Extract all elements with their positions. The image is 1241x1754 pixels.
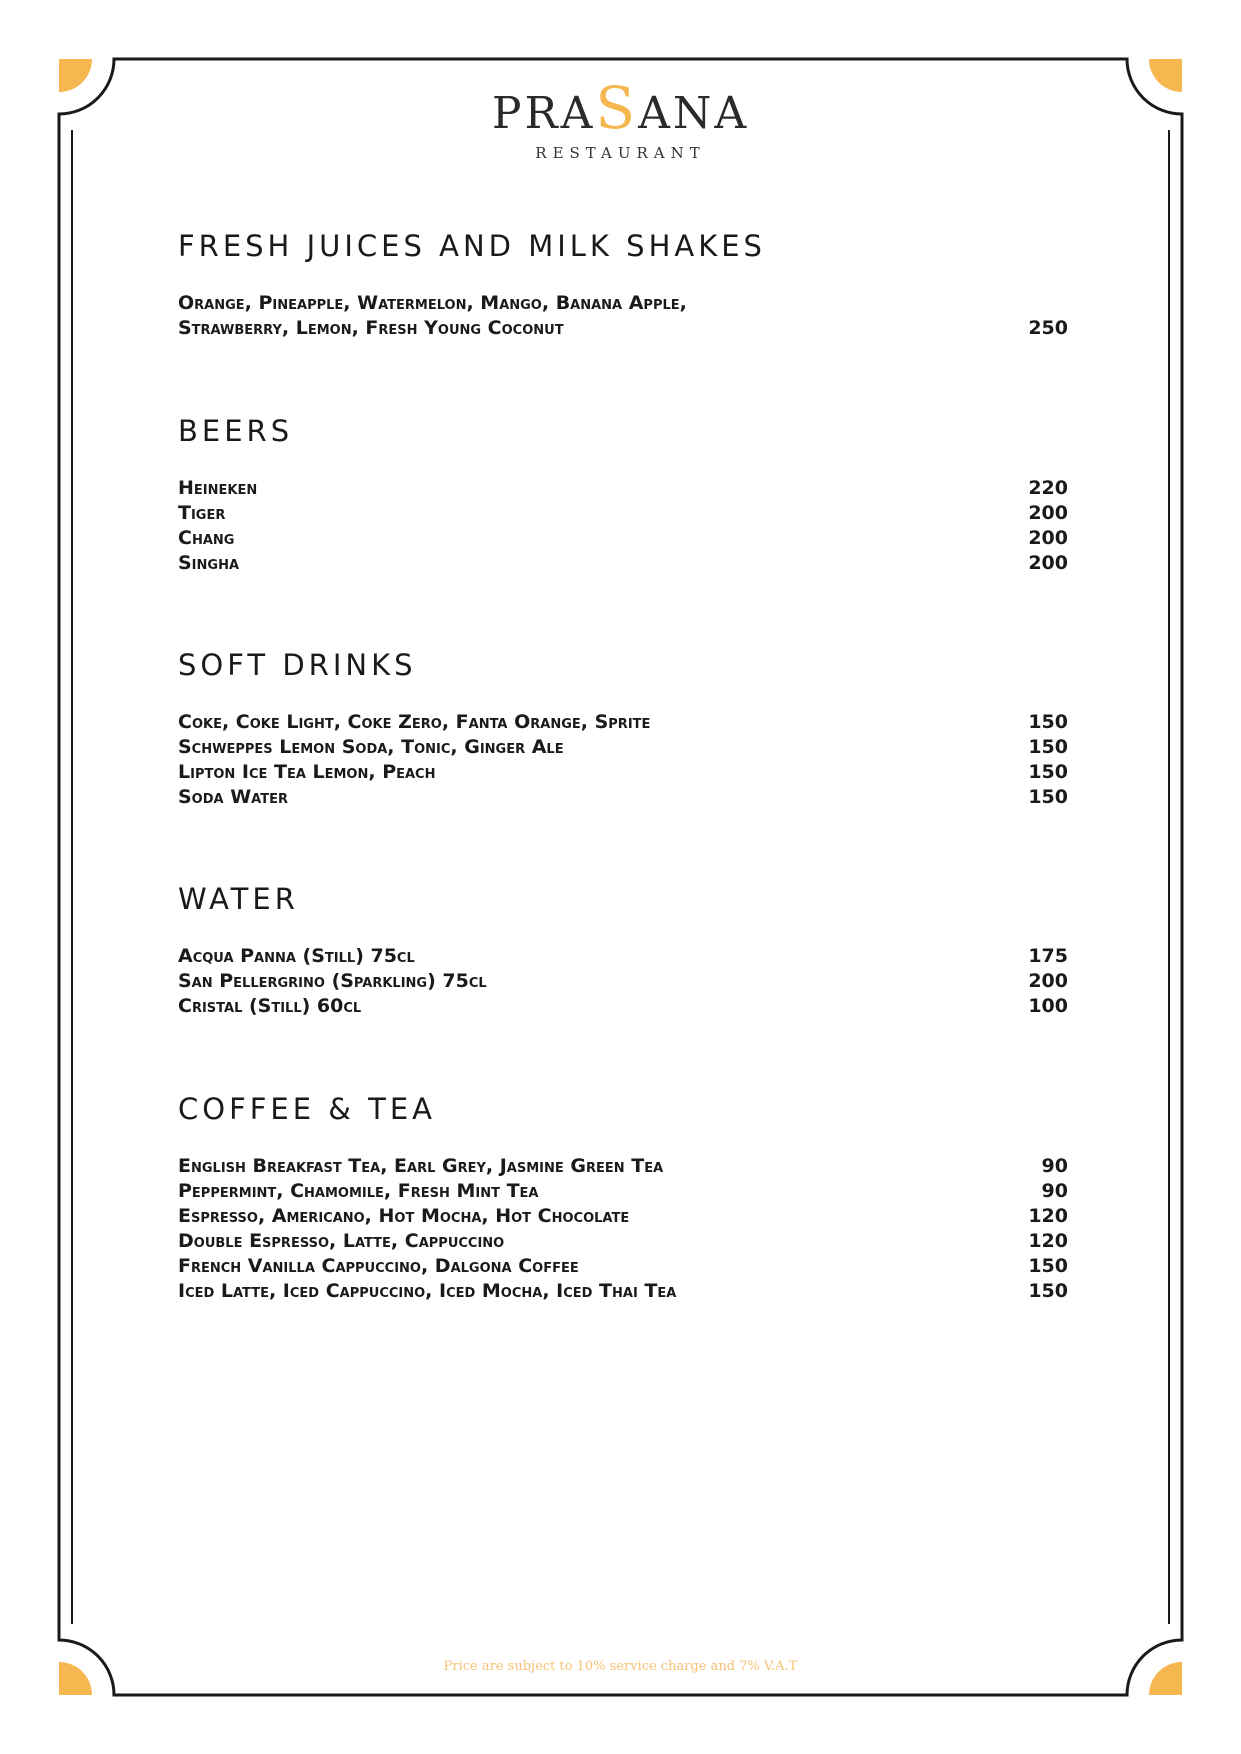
logo-name-s: S	[595, 74, 639, 142]
menu-item	[178, 710, 1068, 735]
item-label: Schweppes Lemon Soda, Tonic, Ginger Ale	[178, 736, 564, 758]
item-price: 120	[1028, 1205, 1068, 1227]
section-water	[178, 881, 1068, 1019]
item-label: Acqua Panna (Still) 75cl	[178, 945, 415, 967]
item-label: Double Espresso, Latte, Cappuccino	[178, 1230, 505, 1252]
section-title: SOFT DRINKS	[178, 648, 417, 682]
menu-item	[178, 994, 1068, 1019]
item-label: Peppermint, Chamomile, Fresh Mint Tea	[178, 1180, 539, 1202]
item-label: Chang	[178, 527, 235, 549]
item-price: 200	[1028, 527, 1068, 549]
section-fresh-juices	[178, 228, 1068, 341]
item-label: Soda Water	[178, 786, 288, 808]
menu-item	[178, 476, 1068, 501]
item-label: French Vanilla Cappuccino, Dalgona Coffee	[178, 1255, 579, 1277]
item-price: 150	[1028, 1255, 1068, 1277]
menu-item	[178, 1179, 1068, 1204]
item-price: 120	[1028, 1230, 1068, 1252]
item-label: Coke, Coke Light, Coke Zero, Fanta Orange, Sprite	[178, 711, 651, 733]
menu-item	[178, 526, 1068, 551]
menu-item	[178, 1154, 1068, 1179]
item-price: 150	[1028, 786, 1068, 808]
item-label: Cristal (Still) 60cl	[178, 995, 362, 1017]
item-price: 150	[1028, 711, 1068, 733]
item-label: San Pellergrino (Sparkling) 75cl	[178, 970, 487, 992]
item-price: 200	[1028, 502, 1068, 524]
menu-item	[178, 969, 1068, 994]
menu-item	[178, 501, 1068, 526]
item-label: Orange, Pineapple, Watermelon, Mango, Banana Apple, Strawberry, Lemon, Fresh Young Coconut	[178, 292, 687, 339]
item-price: 175	[1028, 945, 1068, 967]
item-label: Lipton Ice Tea Lemon, Peach	[178, 761, 436, 783]
section-beers	[178, 413, 1068, 576]
item-label: Heineken	[178, 477, 258, 499]
menu-item	[178, 785, 1068, 810]
menu-item	[178, 551, 1068, 576]
item-price: 200	[1028, 970, 1068, 992]
menu-item	[178, 1254, 1068, 1279]
section-soft-drinks	[178, 647, 1068, 810]
menu-item	[178, 760, 1068, 785]
item-price: 90	[1041, 1180, 1068, 1202]
item-price: 100	[1028, 995, 1068, 1017]
item-label: Iced Latte, Iced Cappuccino, Iced Mocha, Iced Thai Tea	[178, 1280, 677, 1302]
section-title: FRESH JUICES AND MILK SHAKES	[178, 229, 766, 263]
menu-item	[178, 1279, 1068, 1304]
section-title: COFFEE & TEA	[178, 1092, 437, 1126]
item-label: Tiger	[178, 502, 226, 524]
item-price: 250	[1028, 317, 1068, 339]
menu-item	[178, 1229, 1068, 1254]
item-price: 200	[1028, 552, 1068, 574]
item-price: 150	[1028, 1280, 1068, 1302]
item-label: English Breakfast Tea, Earl Grey, Jasmine Green Tea	[178, 1155, 664, 1177]
item-price: 150	[1028, 736, 1068, 758]
item-price: 90	[1041, 1155, 1068, 1177]
item-price: 150	[1028, 761, 1068, 783]
item-price: 220	[1028, 477, 1068, 499]
section-title: BEERS	[178, 414, 294, 448]
section-coffee-tea	[178, 1091, 1068, 1304]
menu-item	[178, 1204, 1068, 1229]
menu-item	[178, 735, 1068, 760]
logo-subtitle: RESTAURANT	[535, 144, 706, 162]
restaurant-logo	[0, 74, 1241, 162]
logo-name-post: ANA	[638, 88, 750, 139]
item-label: Singha	[178, 552, 240, 574]
menu-item	[178, 944, 1068, 969]
logo-wordmark	[0, 74, 1241, 144]
logo-name-pre: PRA	[491, 88, 596, 139]
menu-item	[178, 291, 1068, 341]
item-label: Espresso, Americano, Hot Mocha, Hot Chocolate	[178, 1205, 630, 1227]
footer-note: Price are subject to 10% service charge and 7% V.A.T	[443, 1659, 798, 1674]
section-title: WATER	[178, 882, 299, 916]
